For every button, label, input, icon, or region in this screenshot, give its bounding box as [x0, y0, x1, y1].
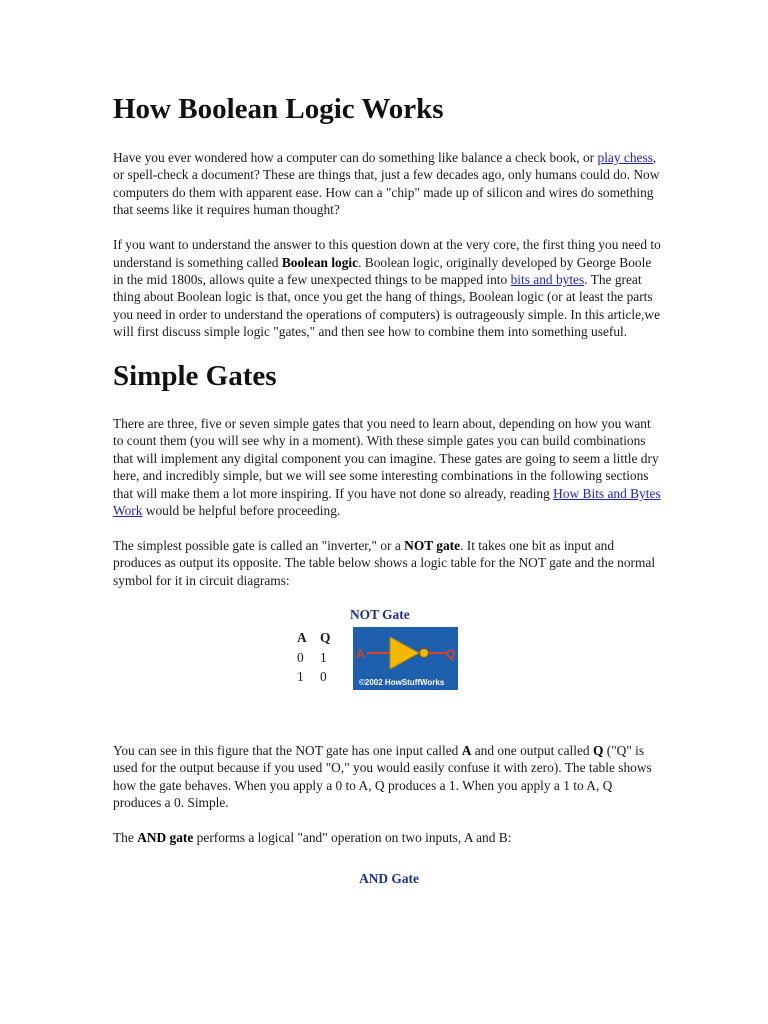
- truth-table-header: [297, 629, 343, 649]
- input-label: A: [356, 646, 365, 661]
- output-label: Q: [446, 646, 456, 661]
- and-gate-paragraph: [113, 829, 661, 846]
- table-row: [297, 648, 343, 668]
- not-gate-term: NOT gate: [404, 538, 461, 553]
- article: [113, 88, 661, 887]
- text-run: , or spell-check a document? These are things that, just a few decades ago, only humans could do. Now computers do them with apparent ease. How can a "chip" made up of silicon and wires do something that seems like it requires human thought?: [113, 150, 660, 218]
- not-gate-truth-table: [297, 629, 343, 688]
- cell-q: 0: [320, 669, 327, 685]
- input-a-term: A: [461, 742, 472, 758]
- play-chess-link[interactable]: play chess: [597, 150, 653, 165]
- text-run: The simplest possible gate is called an "inverter," or a: [113, 538, 405, 553]
- table-row: [297, 668, 343, 688]
- output-q-term: Q: [592, 742, 604, 758]
- not-gate-caption: NOT Gate: [350, 606, 410, 622]
- text-run: The: [113, 829, 138, 845]
- intro-paragraph-1: [113, 149, 661, 219]
- text-run: There are three, five or seven simple gates that you need to learn about, depending on how you want to count them (you will see why in a moment). With these simple gates you can build combinations that will implement any digital component you can imagine. These gates are going to seem a little dry here, and incredibly simple, but we will see some interesting combinations in the following sections that will make them a lot more inspiring. If you have not done so already, reading: [113, 416, 659, 501]
- text-run: would be helpful before proceeding.: [142, 503, 341, 519]
- intro-paragraph-2: [113, 236, 661, 340]
- cell-a: 1: [297, 669, 304, 685]
- text-run: performs a logical "and" operation on two inputs, A and B:: [193, 829, 512, 845]
- header-a: A: [297, 630, 307, 646]
- text-run: If you want to understand the answer to this question down at the very core, the first thing you need to understand is something called: [113, 237, 661, 270]
- and-gate-term: AND gate: [137, 829, 194, 845]
- not-gate-explanation: [113, 742, 661, 812]
- text-run: . It takes one bit as input and produces as output its opposite. The table below shows a logic table for the NOT gate and the normal symbol for it in circuit diagrams:: [113, 538, 656, 588]
- inversion-bubble-icon: [420, 648, 429, 657]
- not-gate-paragraph: [113, 537, 661, 589]
- page-title: How Boolean Logic Works: [113, 93, 444, 125]
- text-run: and one output called: [471, 742, 593, 758]
- text-run: You can see in this figure that the NOT gate has one input called: [113, 742, 462, 758]
- how-bits-and-bytes-work-link[interactable]: How Bits and Bytes Work: [113, 485, 661, 519]
- copyright-text: ©2002 HowStuffWorks: [359, 677, 445, 687]
- boolean-logic-term: Boolean logic: [281, 254, 359, 270]
- not-gate-diagram: [353, 627, 458, 690]
- header-q: Q: [320, 630, 331, 646]
- text-run: ("Q" is used for the output because if you used "O," you would easily confuse it with zero). The table shows how the gate behaves. When you apply a 0 to A, Q produces a 1. When you apply a 1 to A, Q produces a 0. Simple.: [113, 742, 652, 810]
- text-run: . Boolean logic, originally developed by George Boole in the mid 1800s, allows quite a few unexpected things to be mapped into: [113, 254, 652, 287]
- cell-q: 1: [320, 649, 327, 665]
- bits-and-bytes-link[interactable]: bits and bytes: [510, 271, 585, 287]
- and-gate-caption: AND Gate: [359, 871, 419, 887]
- cell-a: 0: [297, 649, 304, 665]
- text-run: Have you ever wondered how a computer can do something like balance a check book, or: [113, 150, 598, 165]
- text-run: . The great thing about Boolean logic is that, once you get the hang of things, Boolean logic (or at least the parts you need in order to understand the operations of computers) is outrageously simple. In this article,we will first discuss simple logic "gates," and then see how to combine them into something useful.: [113, 271, 661, 340]
- section-title: Simple Gates: [113, 360, 277, 393]
- gates-paragraph: [113, 415, 661, 519]
- not-gate-figure: [113, 607, 661, 719]
